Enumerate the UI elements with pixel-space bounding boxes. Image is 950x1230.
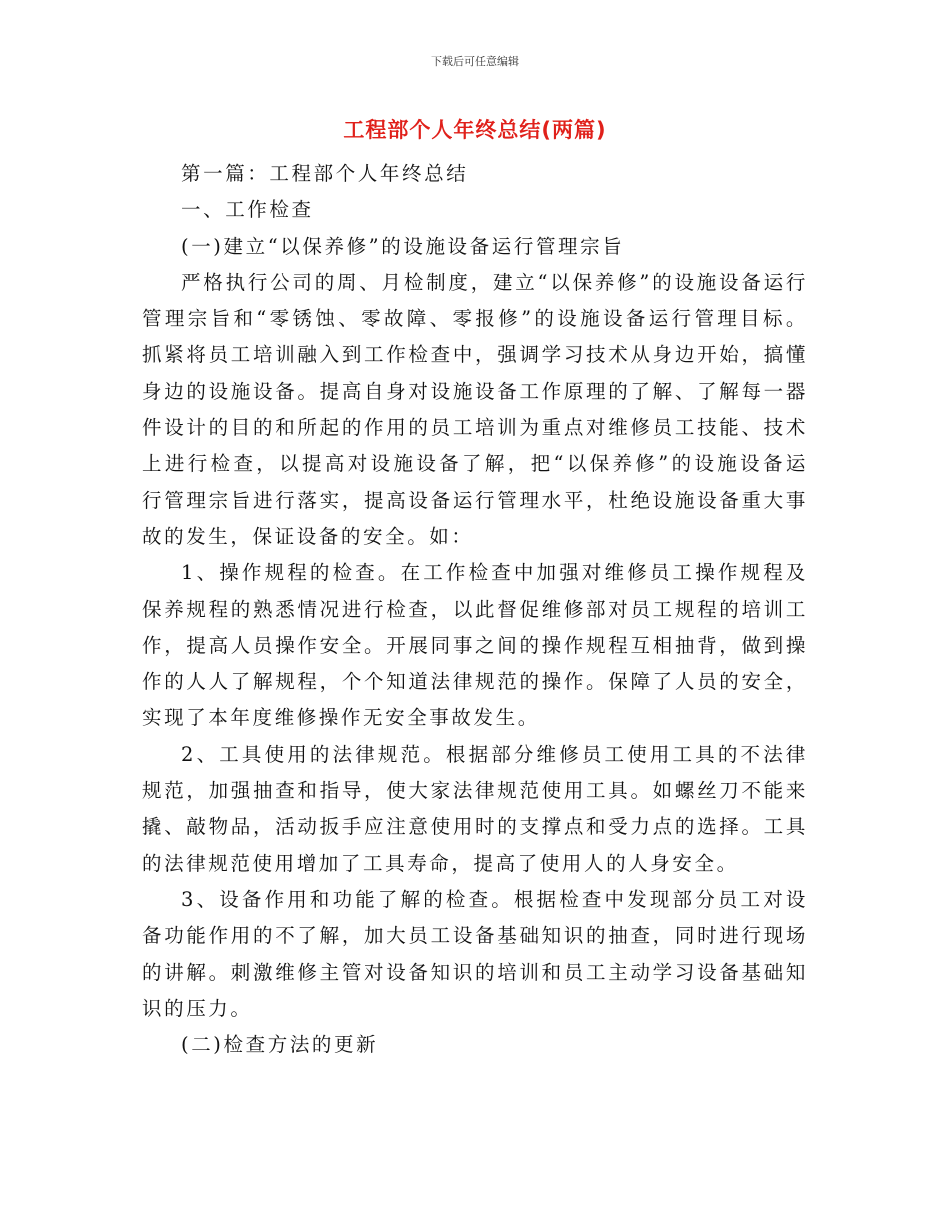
subsection-heading: (一)建立“以保养修”的设施设备运行管理宗旨 [181, 234, 625, 258]
paragraph: 2、工具使用的法律规范。根据部分维修员工使用工具的不法律规范，加强抽查和指导，使大家法律规范使用工具。如螺丝刀不能来撬、敲物品，活动扳手应注意使用时的支撑点和受力点的选择。工具的法律规范使用增加了工具寿命，提高了使用人的人身安全。 [142, 742, 808, 875]
document-title: 工程部个人年终总结(两篇) [343, 118, 607, 142]
paragraph: 1、操作规程的检查。在工作检查中加强对维修员工操作规程及保养规程的熟悉情况进行检查，以此督促维修部对员工规程的培训工作，提高人员操作安全。开展同事之间的操作规程互相抽背，做到操作的人人了解规程，个个知道法律规范的操作。保障了人员的安全，实现了本年度维修操作无安全事故发生。 [142, 561, 808, 730]
subsection-heading: (二)检查方法的更新 [181, 1033, 379, 1057]
header-note: 下载后可任意编辑 [431, 55, 519, 68]
section-heading: 一、工作检查 [181, 198, 314, 222]
paragraph: 严格执行公司的周、月检制度，建立“以保养修”的设施设备运行管理宗旨和“零锈蚀、零故障、零报修”的设施设备运行管理目标。抓紧将员工培训融入到工作检查中，强调学习技术从身边开始，搞懂身边的设施设备。提高自身对设施设备工作原理的了解、了解每一器件设计的目的和所起的作用的员工培训为重点对维修员工技能、技术上进行检查，以提高对设施设备了解，把“以保养修”的设施设备运行管理宗旨进行落实，提高设备运行管理水平，杜绝设施设备重大事故的发生，保证设备的安全。如： [142, 270, 808, 548]
paragraph: 3、设备作用和功能了解的检查。根据检查中发现部分员工对设备功能作用的不了解，加大员工设备基础知识的抽查，同时进行现场的讲解。刺激维修主管对设备知识的培训和员工主动学习设备基础知识的压力。 [142, 887, 808, 1020]
document-body [142, 156, 808, 1063]
part-heading: 第一篇：工程部个人年终总结 [181, 162, 469, 185]
